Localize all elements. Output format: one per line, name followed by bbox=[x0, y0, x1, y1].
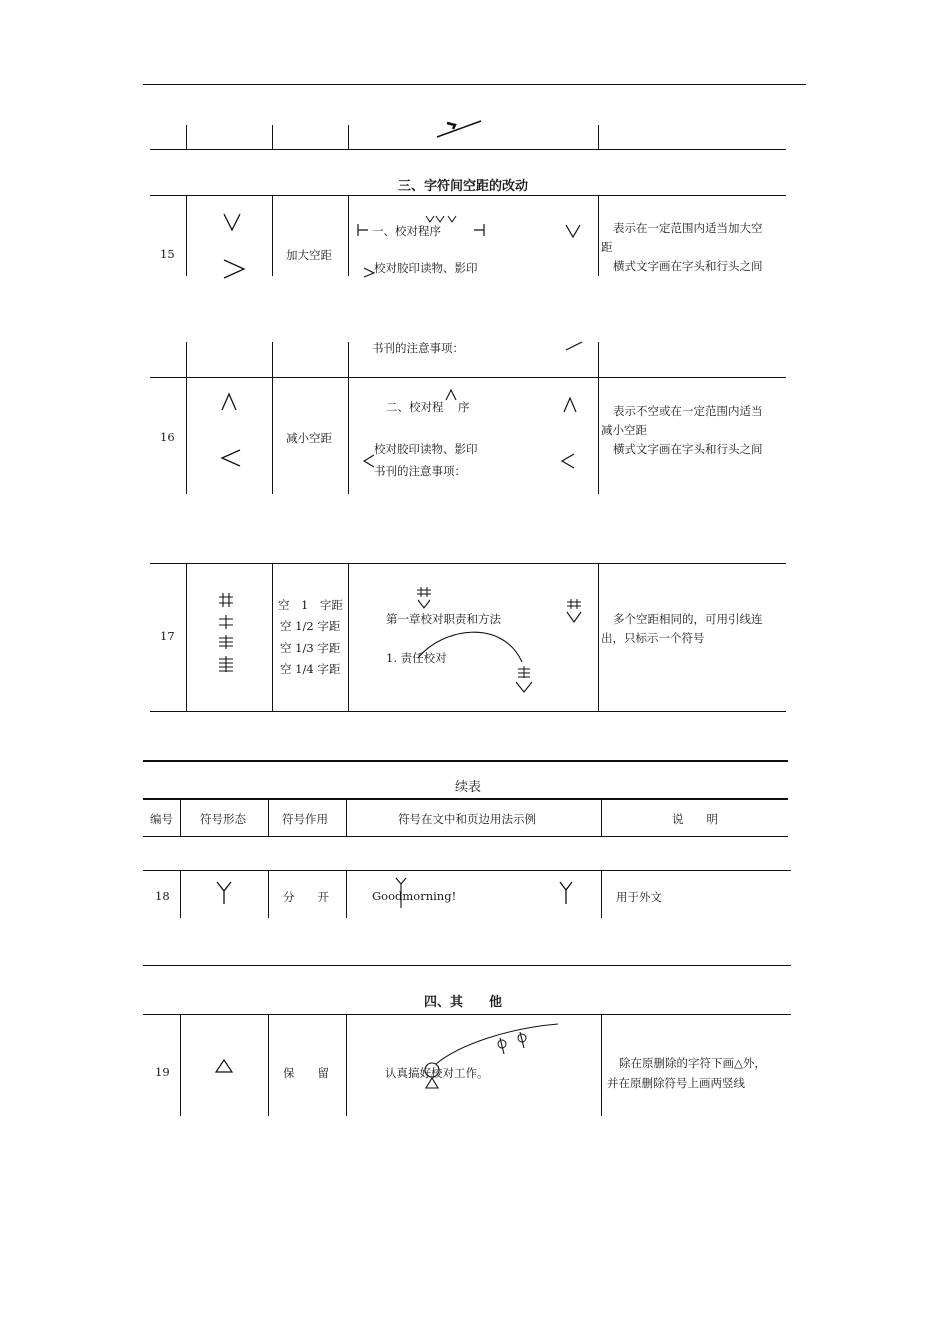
r19-keep-mark-icon bbox=[420, 1018, 565, 1092]
section3-top-rule bbox=[150, 195, 786, 196]
section4-top-rule bbox=[143, 965, 791, 966]
decrease-space-lt-icon bbox=[220, 448, 242, 468]
r15-note-line3: 横式文字画在字头和行头之间 bbox=[613, 259, 763, 273]
continued-top-rule bbox=[143, 760, 788, 762]
r15b-col-2 bbox=[272, 342, 273, 377]
r15-slash-icon bbox=[564, 338, 584, 352]
r19-note-line1: 除在原删除的字符下画△外， bbox=[619, 1056, 766, 1070]
r16-margin-caret-icon bbox=[562, 396, 578, 414]
r16-caret-mark-icon bbox=[444, 388, 458, 402]
space-one-hash-icon bbox=[218, 592, 234, 608]
header-col-3 bbox=[346, 799, 347, 836]
section-title-spacing: 三、字符间空距的改动 bbox=[398, 179, 529, 194]
r15-note-line2: 距 bbox=[601, 240, 613, 254]
r19-col-1 bbox=[180, 1015, 181, 1116]
r18-col-2 bbox=[268, 870, 269, 918]
r17-example-line1: 第一章校对职责和方法 bbox=[386, 612, 501, 626]
r17-margin-hash-arrow-icon bbox=[564, 598, 584, 624]
r18-margin-y-icon bbox=[558, 880, 574, 906]
r18-number: 18 bbox=[155, 889, 170, 903]
r18-col-1 bbox=[180, 870, 181, 918]
frag-col-1 bbox=[186, 125, 187, 149]
decrease-space-caret-icon bbox=[220, 392, 240, 412]
r19-example-text: 认真搞好校对工作。 bbox=[385, 1066, 489, 1080]
r15-col-3 bbox=[348, 196, 349, 276]
header-col-use: 符号作用 bbox=[282, 812, 328, 826]
space-half-hash-icon bbox=[218, 614, 234, 630]
r19-note-line2: 并在原删除符号上画两竖线 bbox=[607, 1076, 745, 1090]
r17-col-2 bbox=[272, 563, 273, 711]
r17-col-1 bbox=[186, 563, 187, 711]
header-top-rule bbox=[143, 798, 788, 800]
r15-example-line3: 书刊的注意事项： bbox=[372, 341, 464, 355]
r17-use-3: 空 1/3 字距 bbox=[280, 641, 341, 655]
frag-mark-icon bbox=[435, 115, 485, 145]
r17-hash-arrow-icon bbox=[414, 586, 434, 610]
header-col-2 bbox=[268, 799, 269, 836]
r17-bottom-rule bbox=[150, 711, 786, 712]
increase-space-v-icon bbox=[222, 212, 244, 232]
r15-col-2 bbox=[272, 196, 273, 276]
r18-split-mark-icon bbox=[395, 876, 407, 910]
header-col-1 bbox=[180, 799, 181, 836]
r18-example-text: Goodmorning! bbox=[372, 889, 457, 903]
r19-use: 保 留 bbox=[283, 1066, 329, 1080]
r16-note-line1: 表示不空或在一定范围内适当 bbox=[613, 404, 763, 418]
r16-example-line1: 二、校对程 bbox=[386, 400, 444, 414]
r15-note-line1: 表示在一定范围内适当加大空 bbox=[613, 221, 763, 235]
r16-use: 减小空距 bbox=[286, 431, 332, 445]
page-top-rule bbox=[143, 84, 806, 85]
r18-note: 用于外文 bbox=[616, 890, 662, 904]
header-col-no: 编号 bbox=[150, 812, 173, 826]
frag-col-2 bbox=[272, 125, 273, 149]
r15-margin-v-icon bbox=[564, 223, 582, 239]
increase-space-gt-icon bbox=[222, 258, 246, 280]
header-col-4 bbox=[601, 799, 602, 836]
r19-col-3 bbox=[346, 1015, 347, 1116]
space-third-hash-icon bbox=[218, 634, 234, 650]
continued-title: 续表 bbox=[455, 780, 482, 795]
r16-note-line3: 横式文字画在字头和行头之间 bbox=[613, 442, 763, 456]
r15-col-4 bbox=[598, 196, 599, 276]
r17-leader-line-icon bbox=[412, 622, 552, 696]
r17-note-line2: 出，只标示一个符号 bbox=[601, 631, 705, 645]
header-bottom-rule bbox=[143, 836, 788, 837]
r16-col-4 bbox=[598, 378, 599, 494]
r16-example-line3: 书刊的注意事项： bbox=[374, 464, 466, 478]
r15-bottom-rule bbox=[150, 377, 786, 378]
frag-bottom-rule bbox=[150, 149, 786, 150]
frag-col-3 bbox=[348, 125, 349, 149]
r16-example-line2: 校对胶印读物、影印 bbox=[374, 442, 478, 456]
r18-col-4 bbox=[601, 870, 602, 918]
r16-number: 16 bbox=[160, 430, 175, 444]
r17-col-3 bbox=[348, 563, 349, 711]
r17-example-line2: 1. 责任校对 bbox=[386, 651, 447, 665]
r17-top-rule bbox=[150, 563, 786, 564]
r16-col-2 bbox=[272, 378, 273, 494]
r15-use: 加大空距 bbox=[286, 248, 332, 262]
r19-col-4 bbox=[601, 1015, 602, 1116]
r17-col-4 bbox=[598, 563, 599, 711]
r17-note-line1: 多个空距相同的，可用引线连 bbox=[613, 612, 763, 626]
split-y-icon bbox=[215, 880, 233, 906]
frag-col-4 bbox=[598, 125, 599, 149]
r15-number: 15 bbox=[160, 247, 175, 261]
r15-col-1 bbox=[186, 196, 187, 276]
section4-bottom-rule bbox=[143, 1014, 791, 1015]
keep-triangle-icon bbox=[214, 1058, 234, 1074]
r15b-col-1 bbox=[186, 342, 187, 377]
r17-use-1: 空 1 字距 bbox=[278, 598, 343, 612]
r16-col-3 bbox=[348, 378, 349, 494]
header-col-form: 符号形态 bbox=[200, 812, 246, 826]
r16-col-1 bbox=[186, 378, 187, 494]
r16-note-line2: 减小空距 bbox=[601, 423, 647, 437]
r17-number: 17 bbox=[160, 629, 175, 643]
r15b-col-3 bbox=[348, 342, 349, 377]
r19-col-2 bbox=[268, 1015, 269, 1116]
r17-use-2: 空 1/2 字距 bbox=[280, 619, 341, 633]
header-col-note: 说 明 bbox=[672, 812, 718, 826]
r19-number: 19 bbox=[155, 1065, 170, 1079]
r18-top-rule bbox=[143, 870, 791, 871]
r17-use-4: 空 1/4 字距 bbox=[280, 662, 341, 676]
r15b-col-4 bbox=[598, 342, 599, 377]
header-col-example: 符号在文中和页边用法示例 bbox=[398, 812, 536, 826]
r16-margin-lt-icon bbox=[560, 452, 576, 470]
space-quarter-hash-icon bbox=[218, 655, 234, 673]
r18-col-3 bbox=[346, 870, 347, 918]
r18-use: 分 开 bbox=[283, 890, 329, 904]
r15-example-line2: 校对胶印读物、影印 bbox=[374, 261, 478, 275]
r16-example-line1b: 序 bbox=[458, 400, 470, 414]
r15-example-line1: 一、校对程序 bbox=[372, 224, 441, 238]
section-title-other: 四、其 他 bbox=[424, 995, 503, 1010]
